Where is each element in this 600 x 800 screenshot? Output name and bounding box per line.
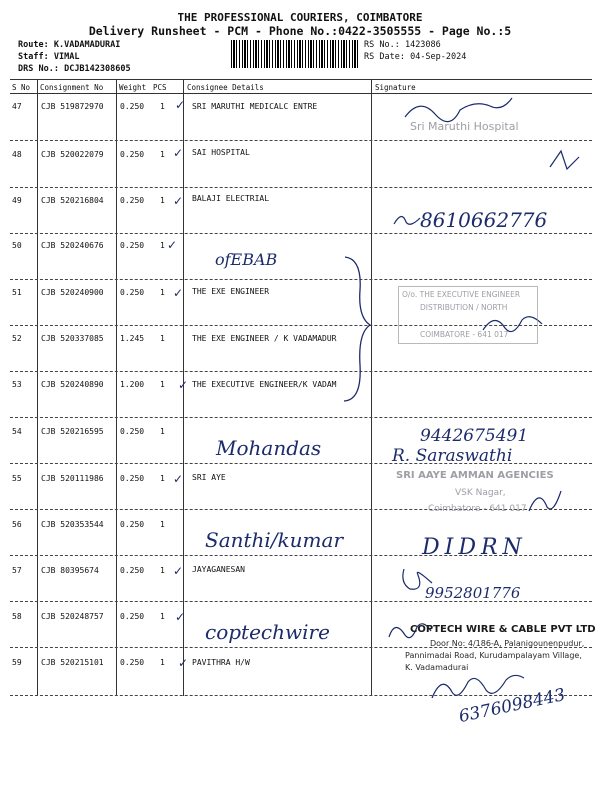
row-consignment-no: CJB 80395674 (41, 566, 99, 575)
handwritten-name: coptechwire (205, 620, 330, 644)
rs-no-label: RS No.: (364, 40, 400, 50)
column-header-signature: Signature (375, 83, 416, 92)
tick-mark: ✓ (175, 98, 186, 112)
rs-date-label: RS Date: (364, 52, 405, 62)
tick-mark: ✓ (173, 146, 184, 160)
rs-date-field (364, 52, 466, 62)
row-consignee: THE EXE ENGINEER (192, 287, 270, 296)
tick-mark: ✓ (173, 472, 184, 486)
row-consignment-no: CJB 520240890 (41, 380, 104, 389)
drs-label: DRS No.: (18, 64, 59, 74)
row-consignee: SAI HOSPITAL (192, 148, 250, 157)
row-weight: 0.250 (120, 102, 145, 111)
column-header-weight: Weight (119, 83, 147, 92)
row-weight: 0.250 (120, 658, 145, 667)
row-consignment-no: CJB 520215101 (41, 658, 104, 667)
row-consignment-no: CJB 519872970 (41, 102, 104, 111)
engineer-stamp-line: DISTRIBUTION / NORTH (420, 303, 508, 312)
row-sno: 48 (12, 150, 22, 159)
row-weight: 0.250 (120, 612, 145, 621)
row-sno: 59 (12, 658, 22, 667)
column-header-consignment: Consignment No (40, 83, 104, 92)
column-divider (37, 80, 38, 696)
engineer-stamp-line: COIMBATORE - 641 017 (420, 330, 509, 339)
staff-field (18, 52, 79, 62)
drs-value: DCJB142308605 (64, 64, 131, 74)
runsheet-subtitle: Delivery Runsheet - PCM - Phone No.:0422-3505555 - Page No.:5 (88, 24, 512, 38)
row-consignee: PAVITHRA H/W (192, 658, 250, 667)
row-pcs: 1 (160, 566, 165, 575)
row-sno: 57 (12, 566, 22, 575)
row-pcs: 1 (160, 288, 165, 297)
barcode-image (231, 40, 359, 68)
route-field (18, 40, 120, 50)
row-divider (10, 279, 592, 280)
handwritten-phone: 6376098443 (457, 684, 568, 728)
row-consignment-no: CJB 520111986 (41, 474, 104, 483)
column-header-sno: S No (12, 83, 31, 92)
bracket-mark (340, 255, 380, 405)
engineer-stamp-line: O/o. THE EXECUTIVE ENGINEER (402, 290, 521, 299)
agency-stamp-line: SRI AAYE AMMAN AGENCIES (396, 470, 554, 481)
row-consignee: SRI MARUTHI MEDICALC ENTRE (192, 102, 318, 111)
row-weight: 1.200 (120, 380, 145, 389)
row-pcs: 1 (160, 520, 165, 529)
row-divider (10, 140, 592, 141)
staff-label: Staff: (18, 52, 49, 62)
row-weight: 0.250 (120, 566, 145, 575)
staff-value: VIMAL (53, 52, 80, 62)
rs-date-value: 04-Sep-2024 (410, 52, 467, 62)
row-sno: 58 (12, 612, 22, 621)
row-pcs: 1 (160, 380, 165, 389)
row-pcs: 1 (160, 241, 165, 250)
row-pcs: 1 (160, 334, 165, 343)
company-stamp-line: Pannimadai Road, Kurudampalayam Village, (405, 651, 582, 660)
handwritten-name: Santhi/kumar (205, 528, 344, 552)
row-consignment-no: CJB 520353544 (41, 520, 104, 529)
tick-mark: ✓ (175, 610, 186, 624)
tick-mark: ✓ (167, 238, 178, 252)
drs-field (18, 64, 131, 74)
row-weight: 0.250 (120, 288, 145, 297)
row-divider (10, 233, 592, 234)
row-pcs: 1 (160, 150, 165, 159)
agency-stamp-line: VSK Nagar, (455, 488, 506, 498)
row-weight: 0.250 (120, 474, 145, 483)
rs-no-field (364, 40, 441, 50)
row-consignee: THE EXE ENGINEER / K VADAMADUR (192, 334, 337, 343)
tick-mark: ✓ (173, 564, 184, 578)
signature-scribble (428, 668, 528, 708)
row-sno: 50 (12, 241, 22, 250)
row-pcs: 1 (160, 658, 165, 667)
row-pcs: 1 (160, 427, 165, 436)
row-pcs: 1 (160, 196, 165, 205)
hospital-stamp: Sri Maruthi Hospital (410, 120, 519, 133)
signature-scribble (392, 208, 422, 230)
row-weight: 1.245 (120, 334, 145, 343)
handwritten-phone: 9952801776 (425, 584, 521, 602)
route-label: Route: (18, 40, 49, 50)
row-sno: 52 (12, 334, 22, 343)
row-pcs: 1 (160, 474, 165, 483)
company-title: THE PROFESSIONAL COURIERS, COIMBATORE (177, 11, 423, 24)
handwritten-phone: 9442675491 (420, 426, 529, 446)
row-sno: 56 (12, 520, 22, 529)
tick-mark: ✓ (173, 286, 184, 300)
row-consignment-no: CJB 520240676 (41, 241, 104, 250)
row-sno: 47 (12, 102, 22, 111)
row-sno: 51 (12, 288, 22, 297)
row-divider (10, 371, 592, 372)
company-stamp-line: Door No: 4/186-A, Palanigounenpudur, (430, 639, 585, 648)
column-header-consignee: Consignee Details (187, 83, 264, 92)
row-sno: 53 (12, 380, 22, 389)
row-consignee: BALAJI ELECTRIAL (192, 194, 270, 203)
tick-mark: ✓ (178, 656, 189, 670)
agency-stamp-line: Coimbatore - 641 017 (428, 504, 527, 514)
company-stamp-line: K. Vadamadurai (405, 663, 469, 672)
row-consignment-no: CJB 520337085 (41, 334, 104, 343)
row-consignee: JAYAGANESAN (192, 565, 245, 574)
column-header-pcs: PCS (153, 83, 167, 92)
signature-scribble (525, 485, 565, 517)
signature-scribble (398, 565, 438, 595)
column-divider (116, 80, 117, 696)
row-divider (10, 417, 592, 418)
row-weight: 0.250 (120, 520, 145, 529)
row-consignment-no: CJB 520022079 (41, 150, 104, 159)
handwritten-signature: R. Saraswathi (392, 446, 513, 466)
row-sno: 55 (12, 474, 22, 483)
row-divider (10, 187, 592, 188)
handwritten-phone: 8610662776 (420, 208, 548, 232)
handwritten-name: Mohandas (216, 436, 322, 460)
row-sno: 54 (12, 427, 22, 436)
row-consignment-no: CJB 520240900 (41, 288, 104, 297)
row-consignee: SRI AYE (192, 473, 226, 482)
tick-mark: ✓ (178, 378, 189, 392)
signature-scribble (545, 145, 585, 175)
row-pcs: 1 (160, 102, 165, 111)
row-weight: 0.250 (120, 427, 145, 436)
handwritten-name: ofEBAB (215, 250, 278, 269)
table-top-border (10, 79, 592, 80)
row-weight: 0.250 (120, 196, 145, 205)
handwritten-signature: DIDRN (422, 535, 527, 560)
row-pcs: 1 (160, 612, 165, 621)
row-consignment-no: CJB 520248757 (41, 612, 104, 621)
row-consignment-no: CJB 520216595 (41, 427, 104, 436)
row-sno: 49 (12, 196, 22, 205)
row-weight: 0.250 (120, 241, 145, 250)
rs-no-value: 1423086 (404, 40, 441, 50)
row-weight: 0.250 (120, 150, 145, 159)
company-stamp-line: COPTECH WIRE & CABLE PVT LTD (410, 624, 596, 635)
row-consignment-no: CJB 520216804 (41, 196, 104, 205)
row-consignee: THE EXECUTIVE ENGINEER/K VADAM (192, 380, 337, 389)
route-value: K.VADAMADURAI (53, 40, 121, 50)
tick-mark: ✓ (173, 194, 184, 208)
